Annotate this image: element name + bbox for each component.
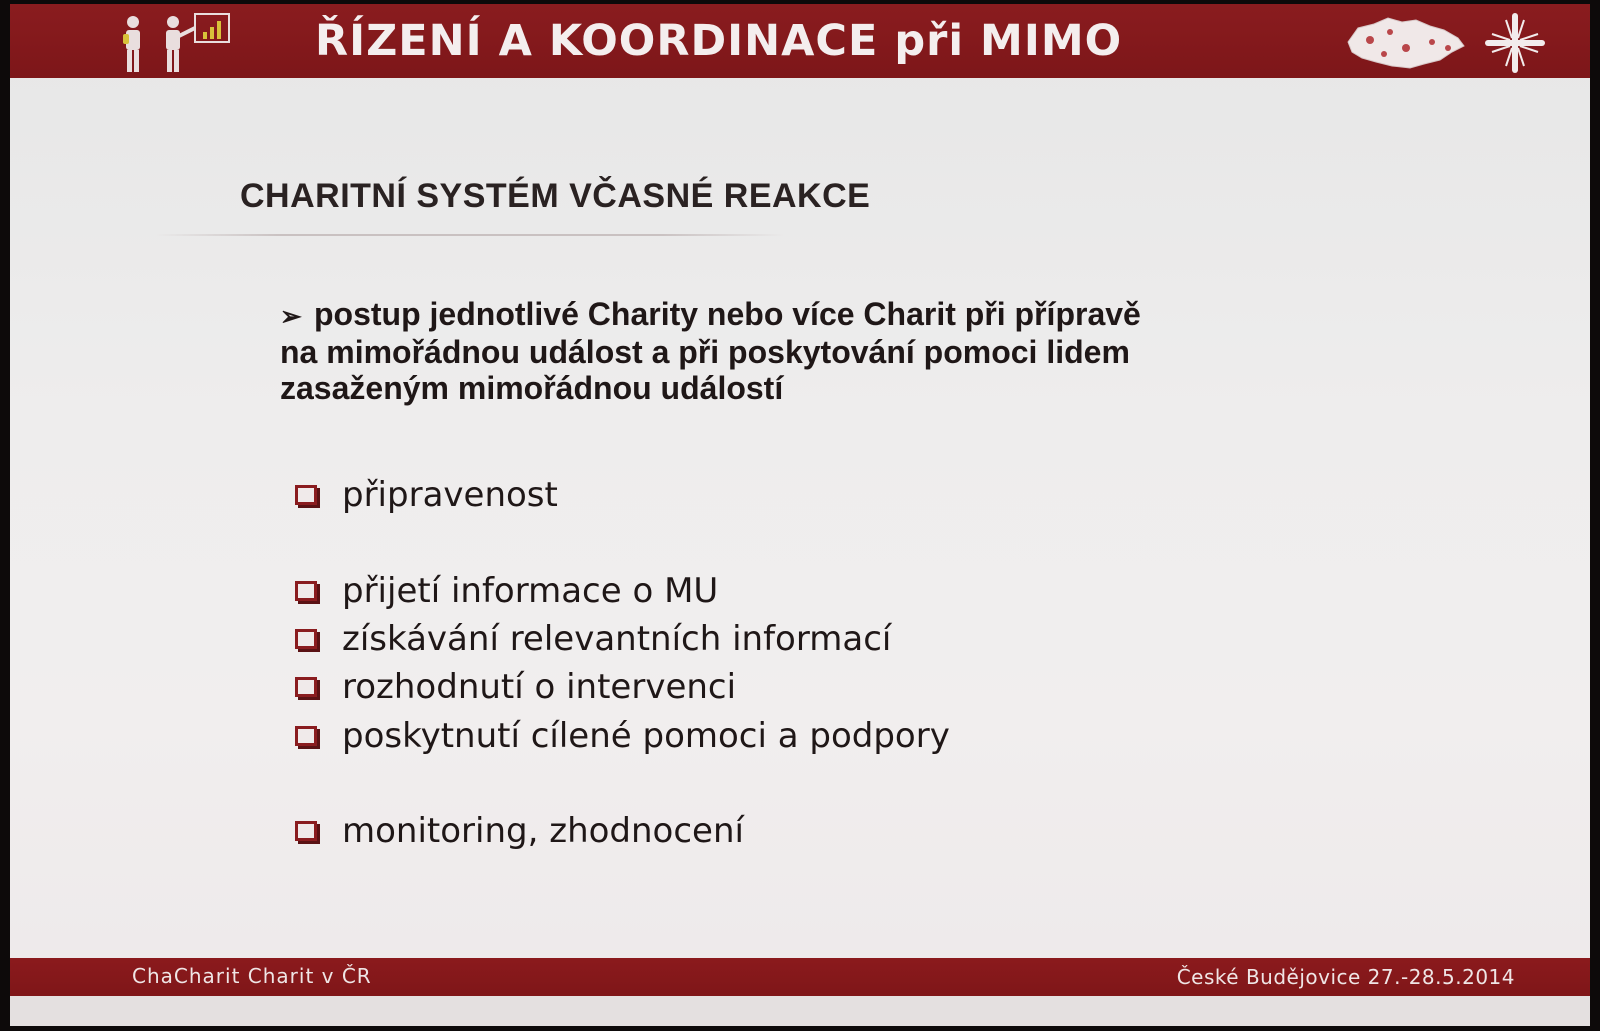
definition-line-1: postup jednotlivé Charity nebo více Charit při přípravě bbox=[314, 296, 1141, 332]
list-item-label: rozhodnutí o intervenci bbox=[342, 667, 737, 707]
footer-band bbox=[10, 958, 1590, 996]
footer-organization: ChaCharit Charit v ČR bbox=[132, 964, 372, 988]
checkbox-square-icon bbox=[295, 485, 317, 505]
arrow-bullet-icon: ➢ bbox=[280, 301, 302, 331]
list-item-label: poskytnutí cílené pomoci a podpory bbox=[342, 716, 950, 756]
header-title: ŘÍZENÍ A KOORDINACE při MIMO bbox=[315, 16, 1123, 66]
definition-line-3: zasaženým mimořádnou událostí bbox=[280, 370, 784, 406]
list-item-label: přijetí informace o MU bbox=[342, 571, 719, 611]
slide-heading: CHARITNÍ SYSTÉM VČASNÉ REAKCE bbox=[240, 177, 871, 215]
checkbox-square-icon bbox=[295, 581, 317, 601]
list-item-label: získávání relevantních informací bbox=[342, 619, 892, 659]
slide-bottom-edge bbox=[10, 996, 1590, 1026]
definition-text bbox=[280, 296, 1360, 406]
checkbox-square-icon bbox=[295, 677, 317, 697]
presenter-chart-icon bbox=[115, 12, 235, 76]
list-item-label: připravenost bbox=[342, 475, 558, 515]
checkbox-square-icon bbox=[295, 629, 317, 649]
checkbox-square-icon bbox=[295, 726, 317, 746]
heading-divider bbox=[155, 234, 785, 236]
projected-slide bbox=[10, 4, 1590, 1026]
czech-map-icon bbox=[1340, 12, 1470, 74]
checkbox-square-icon bbox=[295, 821, 317, 841]
footer-location-date: České Budějovice 27.-28.5.2014 bbox=[1176, 965, 1515, 989]
header-band bbox=[10, 4, 1590, 78]
list-item-label: monitoring, zhodnocení bbox=[342, 811, 744, 851]
caritas-cross-icon bbox=[1480, 12, 1550, 74]
definition-line-2: na mimořádnou událost a při poskytování pomoci lidem bbox=[280, 334, 1130, 370]
